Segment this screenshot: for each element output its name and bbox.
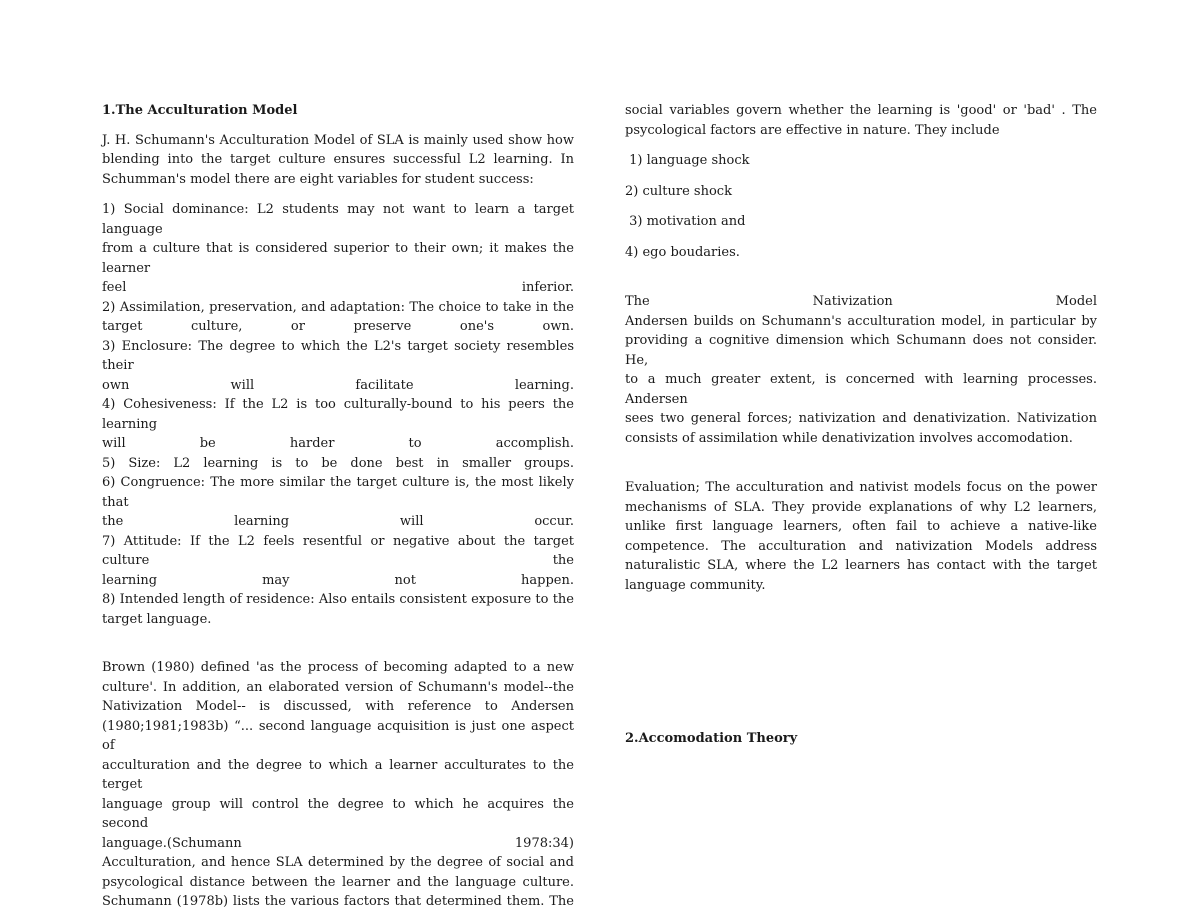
text-line: 6) Congruence: The more similar the target culture is, the most likely that <box>102 475 574 510</box>
text-line: target language. <box>102 611 212 627</box>
text-line: psycological distance between the learner and the language culture. <box>102 874 574 890</box>
text-line: naturalistic SLA, where the L2 learners has contact with the target <box>625 558 1097 573</box>
evaluation-paragraph <box>625 478 1097 595</box>
text-line: social variables govern whether the learning is 'good' or 'bad' . The <box>625 103 1097 118</box>
text-line: 4) Cohesiveness: If the L2 is too culturally-bound to his peers the learning <box>102 397 574 432</box>
section-heading-accomodation: 2.Accomodation Theory <box>625 731 798 746</box>
text-line: 1) Social dominance: L2 students may not want to learn a target language <box>102 202 574 237</box>
text-line: feel inferior. <box>102 280 574 295</box>
right-column <box>625 101 1097 759</box>
text-line: to a much greater extent, is concerned with learning processes. Andersen <box>625 372 1097 407</box>
list-item: 1) language shock <box>625 153 750 168</box>
text-line: language group will control the degree to which he acquires the second <box>102 796 574 831</box>
text-line: (1980;1981;1983b) “... second language acquisition is just one aspect of <box>102 718 574 753</box>
text-line: 8) Intended length of residence: Also entails consistent exposure to the <box>102 592 574 607</box>
text-line: 3) Enclosure: The degree to which the L2's target society resembles their <box>102 338 574 373</box>
text-line: mechanisms of SLA. They provide explanations of why L2 learners, <box>625 499 1097 515</box>
text-line: unlike first language learners, often fail to achieve a native-like <box>625 519 1097 534</box>
text-line: language.(Schumann 1978:34) <box>102 835 574 851</box>
text-line: Nativization Model-- is discussed, with reference to Andersen <box>102 699 574 714</box>
section-heading-acculturation: 1.The Acculturation Model <box>102 103 298 118</box>
text-line: Evaluation; The acculturation and nativist models focus on the power <box>625 480 1097 495</box>
text-line: will be harder to accomplish. <box>102 436 574 451</box>
text-line: Schumann (1978b) lists the various factors that determined them. The <box>102 894 574 909</box>
variables-list <box>102 200 574 629</box>
text-line: psycological factors are effective in nature. They include <box>625 122 1000 138</box>
text-line: learning may not happen. <box>102 572 574 588</box>
factors-list <box>625 151 1097 262</box>
text-line: Brown (1980) defined 'as the process of becoming adapted to a new <box>102 660 574 675</box>
text-line: The Nativization Model <box>625 294 1097 309</box>
text-line: the learning will occur. <box>102 514 574 529</box>
text-line: providing a cognitive dimension which Schumann does not consider. He, <box>625 333 1097 368</box>
text-line: own will facilitate learning. <box>102 377 574 393</box>
text-line: Schumman's model there are eight variables for student success: <box>102 171 534 187</box>
left-column <box>102 101 574 912</box>
text-line: sees two general forces; nativization and denativization. Nativization <box>625 411 1097 426</box>
list-item: 2) culture shock <box>625 183 732 199</box>
nativization-paragraph <box>625 292 1097 448</box>
text-line: 2) Assimilation, preservation, and adaptation: The choice to take in the <box>102 299 574 315</box>
text-line: language community. <box>625 577 766 593</box>
text-line: from a culture that is considered superior to their own; it makes the learner <box>102 241 574 276</box>
text-line: 7) Attitude: If the L2 feels resentful or negative about the target culture the <box>102 533 574 568</box>
text-line: consists of assimilation while denativization involves accomodation. <box>625 430 1073 446</box>
list-item: 3) motivation and <box>625 214 746 229</box>
text-line: Acculturation, and hence SLA determined by the degree of social and <box>102 855 574 870</box>
text-line: blending into the target culture ensures successful L2 learning. In <box>102 152 574 167</box>
text-line: culture'. In addition, an elaborated version of Schumann's model--the <box>102 679 574 695</box>
intro-paragraph <box>102 131 574 190</box>
brown-paragraph <box>102 658 574 912</box>
text-line: 5) Size: L2 learning is to be done best in smaller groups. <box>102 455 574 471</box>
text-line: target culture, or preserve one's own. <box>102 319 574 334</box>
text-line: Andersen builds on Schumann's acculturation model, in particular by <box>625 313 1097 329</box>
text-line: competence. The acculturation and nativization Models address <box>625 538 1097 554</box>
text-line: acculturation and the degree to which a learner acculturates to the terget <box>102 757 574 792</box>
text-line: J. H. Schumann's Acculturation Model of SLA is mainly used show how <box>102 132 574 148</box>
continued-paragraph <box>625 101 1097 140</box>
list-item: 4) ego boudaries. <box>625 244 740 260</box>
